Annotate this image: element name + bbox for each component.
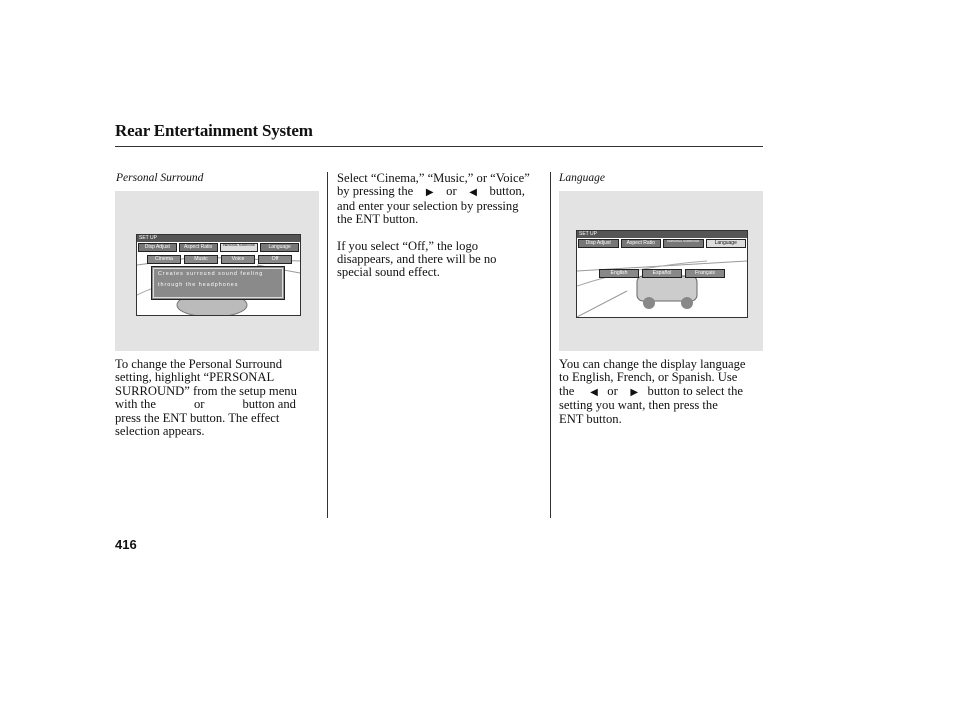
column-divider-right xyxy=(550,172,551,518)
menu-item-personal-surround[interactable]: PERSONAL SURROUND xyxy=(663,239,704,248)
page-title: Rear Entertainment System xyxy=(115,121,313,140)
menu-item-language[interactable]: Language xyxy=(706,239,747,248)
right-arrow-icon: ▶ xyxy=(425,187,434,199)
menu-item-disp-adjust[interactable]: Disp Adjust xyxy=(578,239,619,248)
option-espanol[interactable]: Español xyxy=(642,269,682,278)
left-arrow-icon: ◀ xyxy=(469,187,477,199)
figure-caption-language: Language xyxy=(559,172,605,184)
setup-screen xyxy=(136,234,301,316)
text-line: ENT button. xyxy=(559,411,622,426)
screen-title: SET UP xyxy=(577,231,747,238)
text-line: press the ENT button. The effect xyxy=(115,410,280,425)
figure-caption-personal-surround: Personal Surround xyxy=(116,172,204,184)
screen-title: SET UP xyxy=(137,235,300,242)
column-divider-left xyxy=(327,172,328,518)
menu-item-language[interactable]: Language xyxy=(260,243,299,252)
text-line: special sound effect. xyxy=(337,265,440,280)
text-line: and enter your selection by pressing xyxy=(337,198,519,213)
text-line: the ◀ or ▶ button to select the xyxy=(559,383,744,398)
text-line: SURROUND” from the setup menu xyxy=(115,383,297,398)
text-line: Select “Cinema,” “Music,” or “Voice” xyxy=(337,171,530,185)
language-figure xyxy=(559,191,763,351)
setup-menu xyxy=(138,243,299,252)
surround-options xyxy=(147,255,292,264)
text-line: to English, French, or Spanish. Use xyxy=(559,370,738,385)
option-music[interactable]: Music xyxy=(184,255,218,264)
effect-message-box xyxy=(151,266,285,300)
text-line: If you select “Off,” the logo xyxy=(337,238,479,253)
language-setup-screen xyxy=(576,230,748,318)
menu-item-aspect-ratio[interactable]: Aspect Ratio xyxy=(179,243,218,252)
language-options xyxy=(599,269,725,278)
effect-message-line2: through the headphones xyxy=(158,282,239,288)
right-body-text xyxy=(559,358,746,426)
menu-item-disp-adjust[interactable]: Disp Adjust xyxy=(138,243,177,252)
option-cinema[interactable]: Cinema xyxy=(147,255,181,264)
text-line: To change the Personal Surround xyxy=(115,357,282,371)
option-english[interactable]: English xyxy=(599,269,639,278)
left-arrow-icon: ◀ xyxy=(590,386,598,398)
left-body-text xyxy=(115,358,297,438)
menu-item-aspect-ratio[interactable]: Aspect Ratio xyxy=(621,239,662,248)
text-line: setting you want, then press the xyxy=(559,398,718,413)
text-line: with the or button and xyxy=(115,397,296,412)
page-number: 416 xyxy=(115,537,137,552)
text-line: You can change the display language xyxy=(559,357,746,371)
option-francais[interactable]: Français xyxy=(685,269,725,278)
title-rule xyxy=(115,146,763,147)
effect-message-line1: Creates surround sound feeling xyxy=(158,271,264,277)
option-voice[interactable]: Voice xyxy=(221,255,255,264)
text-line: by pressing the ▶ or ◀ button, xyxy=(337,184,525,199)
middle-body-text xyxy=(337,172,530,280)
right-arrow-icon: ▶ xyxy=(630,386,639,398)
text-line: setting, highlight “PERSONAL xyxy=(115,370,275,385)
option-off[interactable]: Off xyxy=(258,255,292,264)
text-line: the ENT button. xyxy=(337,212,419,227)
menu-item-personal-surround[interactable]: PERSONAL SURROUND xyxy=(220,243,259,252)
text-line: selection appears. xyxy=(115,424,205,439)
setup-menu xyxy=(578,239,746,248)
text-line: disappears, and there will be no xyxy=(337,252,497,267)
personal-surround-figure xyxy=(115,191,319,351)
